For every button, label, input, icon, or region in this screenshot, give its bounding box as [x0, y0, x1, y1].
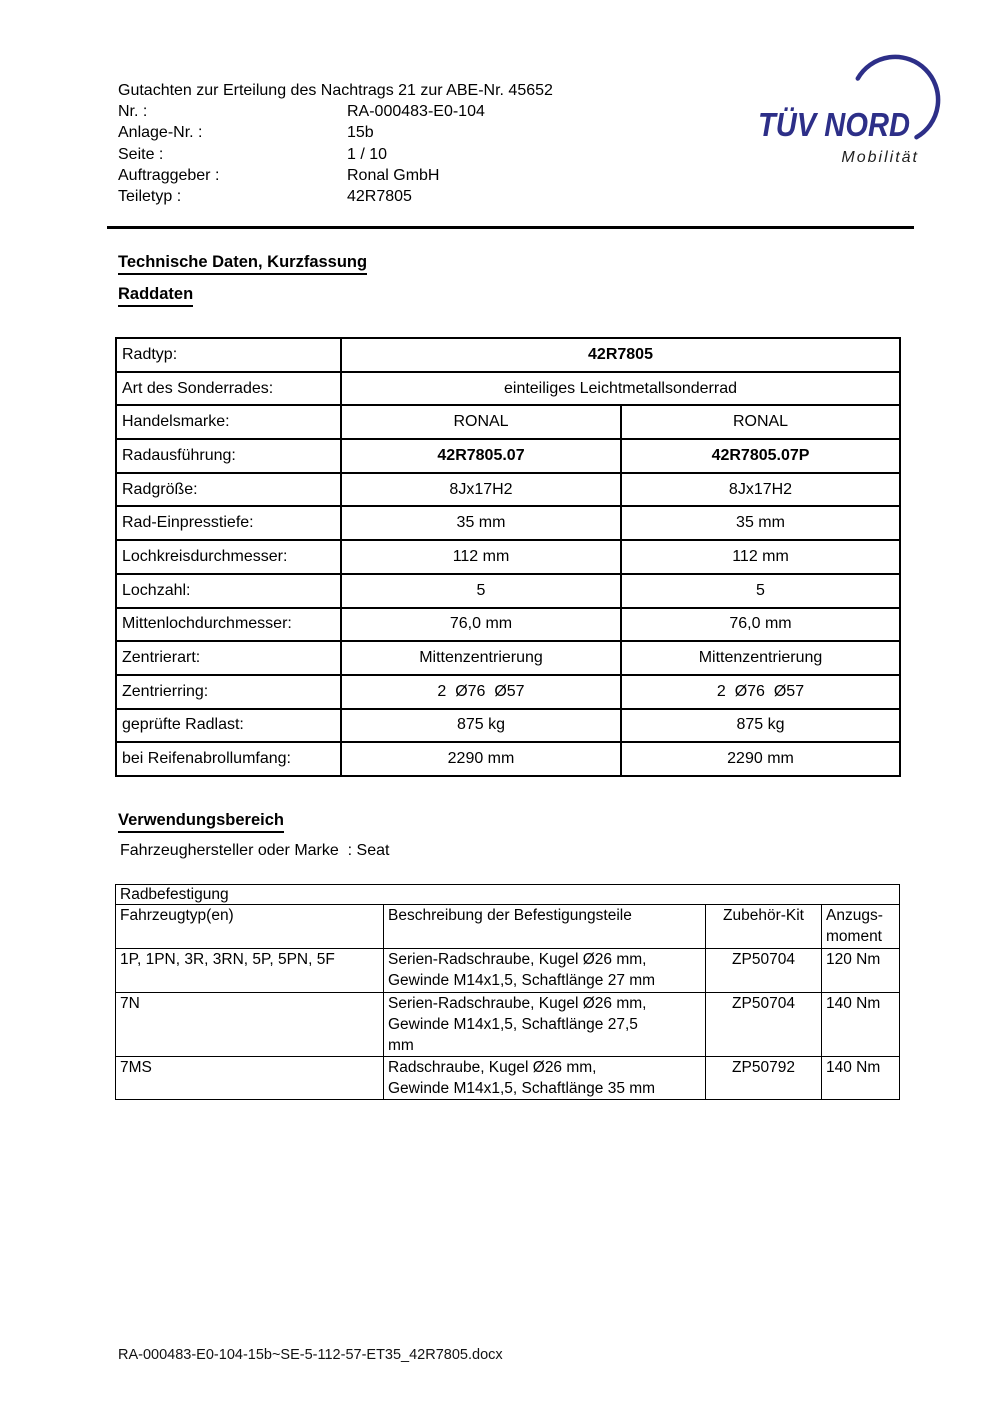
cell-description [384, 993, 706, 1057]
row-label: Radtyp: [116, 338, 341, 372]
table-title-row [116, 885, 900, 905]
row-label: Rad-Einpresstiefe: [116, 506, 341, 540]
cell-description-text: Serien-Radschraube, Kugel Ø26 mm, Gewinde M14x1,5, Schaftlänge 27 mm [388, 951, 656, 989]
field-value: RA-000483-E0-104 [347, 103, 485, 121]
row-label: Lochkreisdurchmesser: [116, 540, 341, 574]
cell-description [384, 949, 706, 993]
field-label: Teiletyp : [118, 188, 182, 206]
table-row [116, 675, 900, 709]
row-label: Zentrierring: [116, 675, 341, 709]
row-label: Zentrierart: [116, 641, 341, 675]
table-row [116, 506, 900, 540]
row-label: Lochzahl: [116, 574, 341, 608]
column-header-kit: Zubehör-Kit [706, 905, 822, 949]
table-row [116, 742, 900, 776]
table-row [116, 473, 900, 507]
section-heading-wheel-data: Raddaten [118, 285, 193, 307]
row-value-right: 875 kg [621, 709, 900, 743]
header-title-line [118, 80, 553, 101]
row-value-left: 76,0 mm [341, 608, 621, 642]
row-value: einteiliges Leichtmetallsonderrad [341, 372, 900, 406]
row-value-left: 42R7805.07 [341, 439, 621, 473]
manufacturer-line: Fahrzeughersteller oder Marke : Seat [120, 842, 390, 859]
row-label: bei Reifenabrollumfang: [116, 742, 341, 776]
field-value: 1 / 10 [347, 145, 388, 163]
row-value-left: 5 [341, 574, 621, 608]
cell-vehicle-types: 1P, 1PN, 3R, 3RN, 5P, 5PN, 5F [116, 949, 384, 993]
row-label: Art des Sonderrades: [116, 372, 341, 406]
tuv-nord-logo [745, 48, 945, 173]
cell-torque: 140 Nm [822, 993, 900, 1057]
header-field-auftraggeber [118, 165, 553, 186]
table-row [116, 439, 900, 473]
wheel-fastening-table [115, 884, 900, 1100]
row-value-right: RONAL [621, 405, 900, 439]
row-label: Handelsmarke: [116, 405, 341, 439]
field-value: 42R7805 [347, 188, 412, 206]
row-value-right: 2290 mm [621, 742, 900, 776]
field-value: Ronal GmbH [347, 166, 440, 184]
table-row [116, 709, 900, 743]
row-label: geprüfte Radlast: [116, 709, 341, 743]
table-row [116, 574, 900, 608]
header-field-teiletyp [118, 186, 553, 207]
row-value-right: 5 [621, 574, 900, 608]
cell-torque: 140 Nm [822, 1057, 900, 1100]
field-label: Auftraggeber : [118, 166, 220, 184]
row-label: Radgröße: [116, 473, 341, 507]
section-heading-technical-data: Technische Daten, Kurzfassung [118, 253, 367, 275]
row-value-right: 42R7805.07P [621, 439, 900, 473]
header-field-nr [118, 101, 553, 122]
field-label: Seite : [118, 145, 164, 163]
row-value-left: 8Jx17H2 [341, 473, 621, 507]
cell-kit: ZP50704 [706, 949, 822, 993]
table-row [116, 540, 900, 574]
table-row [116, 641, 900, 675]
table-row [116, 949, 900, 993]
field-label: Nr. : [118, 103, 148, 121]
table-row [116, 372, 900, 406]
row-value-right: 8Jx17H2 [621, 473, 900, 507]
table-row [116, 608, 900, 642]
header-field-anlage [118, 122, 553, 143]
row-value-left: 875 kg [341, 709, 621, 743]
cell-vehicle-types: 7MS [116, 1057, 384, 1100]
column-header-torque: Anzugs-moment [822, 905, 900, 949]
footer-filename: RA-000483-E0-104-15b~SE-5-112-57-ET35_42R7805.docx [118, 1347, 503, 1363]
table-title: Radbefestigung [116, 885, 900, 905]
header-field-seite [118, 144, 553, 165]
column-header-types: Fahrzeugtyp(en) [116, 905, 384, 949]
cell-kit: ZP50792 [706, 1057, 822, 1100]
section-heading-usage: Verwendungsbereich [118, 811, 284, 833]
row-value-left: 2290 mm [341, 742, 621, 776]
cell-kit: ZP50704 [706, 993, 822, 1057]
row-value-right: Mittenzentrierung [621, 641, 900, 675]
field-label: Anlage-Nr. : [118, 124, 203, 142]
row-value: 42R7805 [341, 338, 900, 372]
document-header [118, 80, 553, 207]
header-title-text: Gutachten zur Erteilung des Nachtrags 21 zur ABE-Nr. 45652 [118, 82, 553, 99]
cell-description-text: Serien-Radschraube, Kugel Ø26 mm, Gewinde M14x1,5, Schaftlänge 27,5 mm [388, 995, 647, 1054]
logo-subtitle: Mobilität [841, 149, 919, 166]
table-header-row [116, 905, 900, 949]
table-row [116, 1057, 900, 1100]
row-value-right: 2 Ø76 Ø57 [621, 675, 900, 709]
cell-description-text: Radschraube, Kugel Ø26 mm, Gewinde M14x1,5, Schaftlänge 35 mm [388, 1059, 656, 1097]
wheel-data-table [115, 337, 901, 777]
row-value-left: 35 mm [341, 506, 621, 540]
row-value-right: 35 mm [621, 506, 900, 540]
header-divider [107, 226, 914, 229]
row-value-right: 112 mm [621, 540, 900, 574]
cell-torque: 120 Nm [822, 949, 900, 993]
row-value-left: 112 mm [341, 540, 621, 574]
table-row [116, 405, 900, 439]
logo-wordmark: TÜV NORD [758, 106, 910, 143]
row-label: Mittenlochdurchmesser: [116, 608, 341, 642]
row-value-right: 76,0 mm [621, 608, 900, 642]
row-label: Radausführung: [116, 439, 341, 473]
row-value-left: Mittenzentrierung [341, 641, 621, 675]
row-value-left: 2 Ø76 Ø57 [341, 675, 621, 709]
table-row [116, 338, 900, 372]
cell-description [384, 1057, 706, 1100]
row-value-left: RONAL [341, 405, 621, 439]
table-row [116, 993, 900, 1057]
column-header-description: Beschreibung der Befestigungsteile [384, 905, 706, 949]
field-value: 15b [347, 124, 374, 142]
cell-vehicle-types: 7N [116, 993, 384, 1057]
